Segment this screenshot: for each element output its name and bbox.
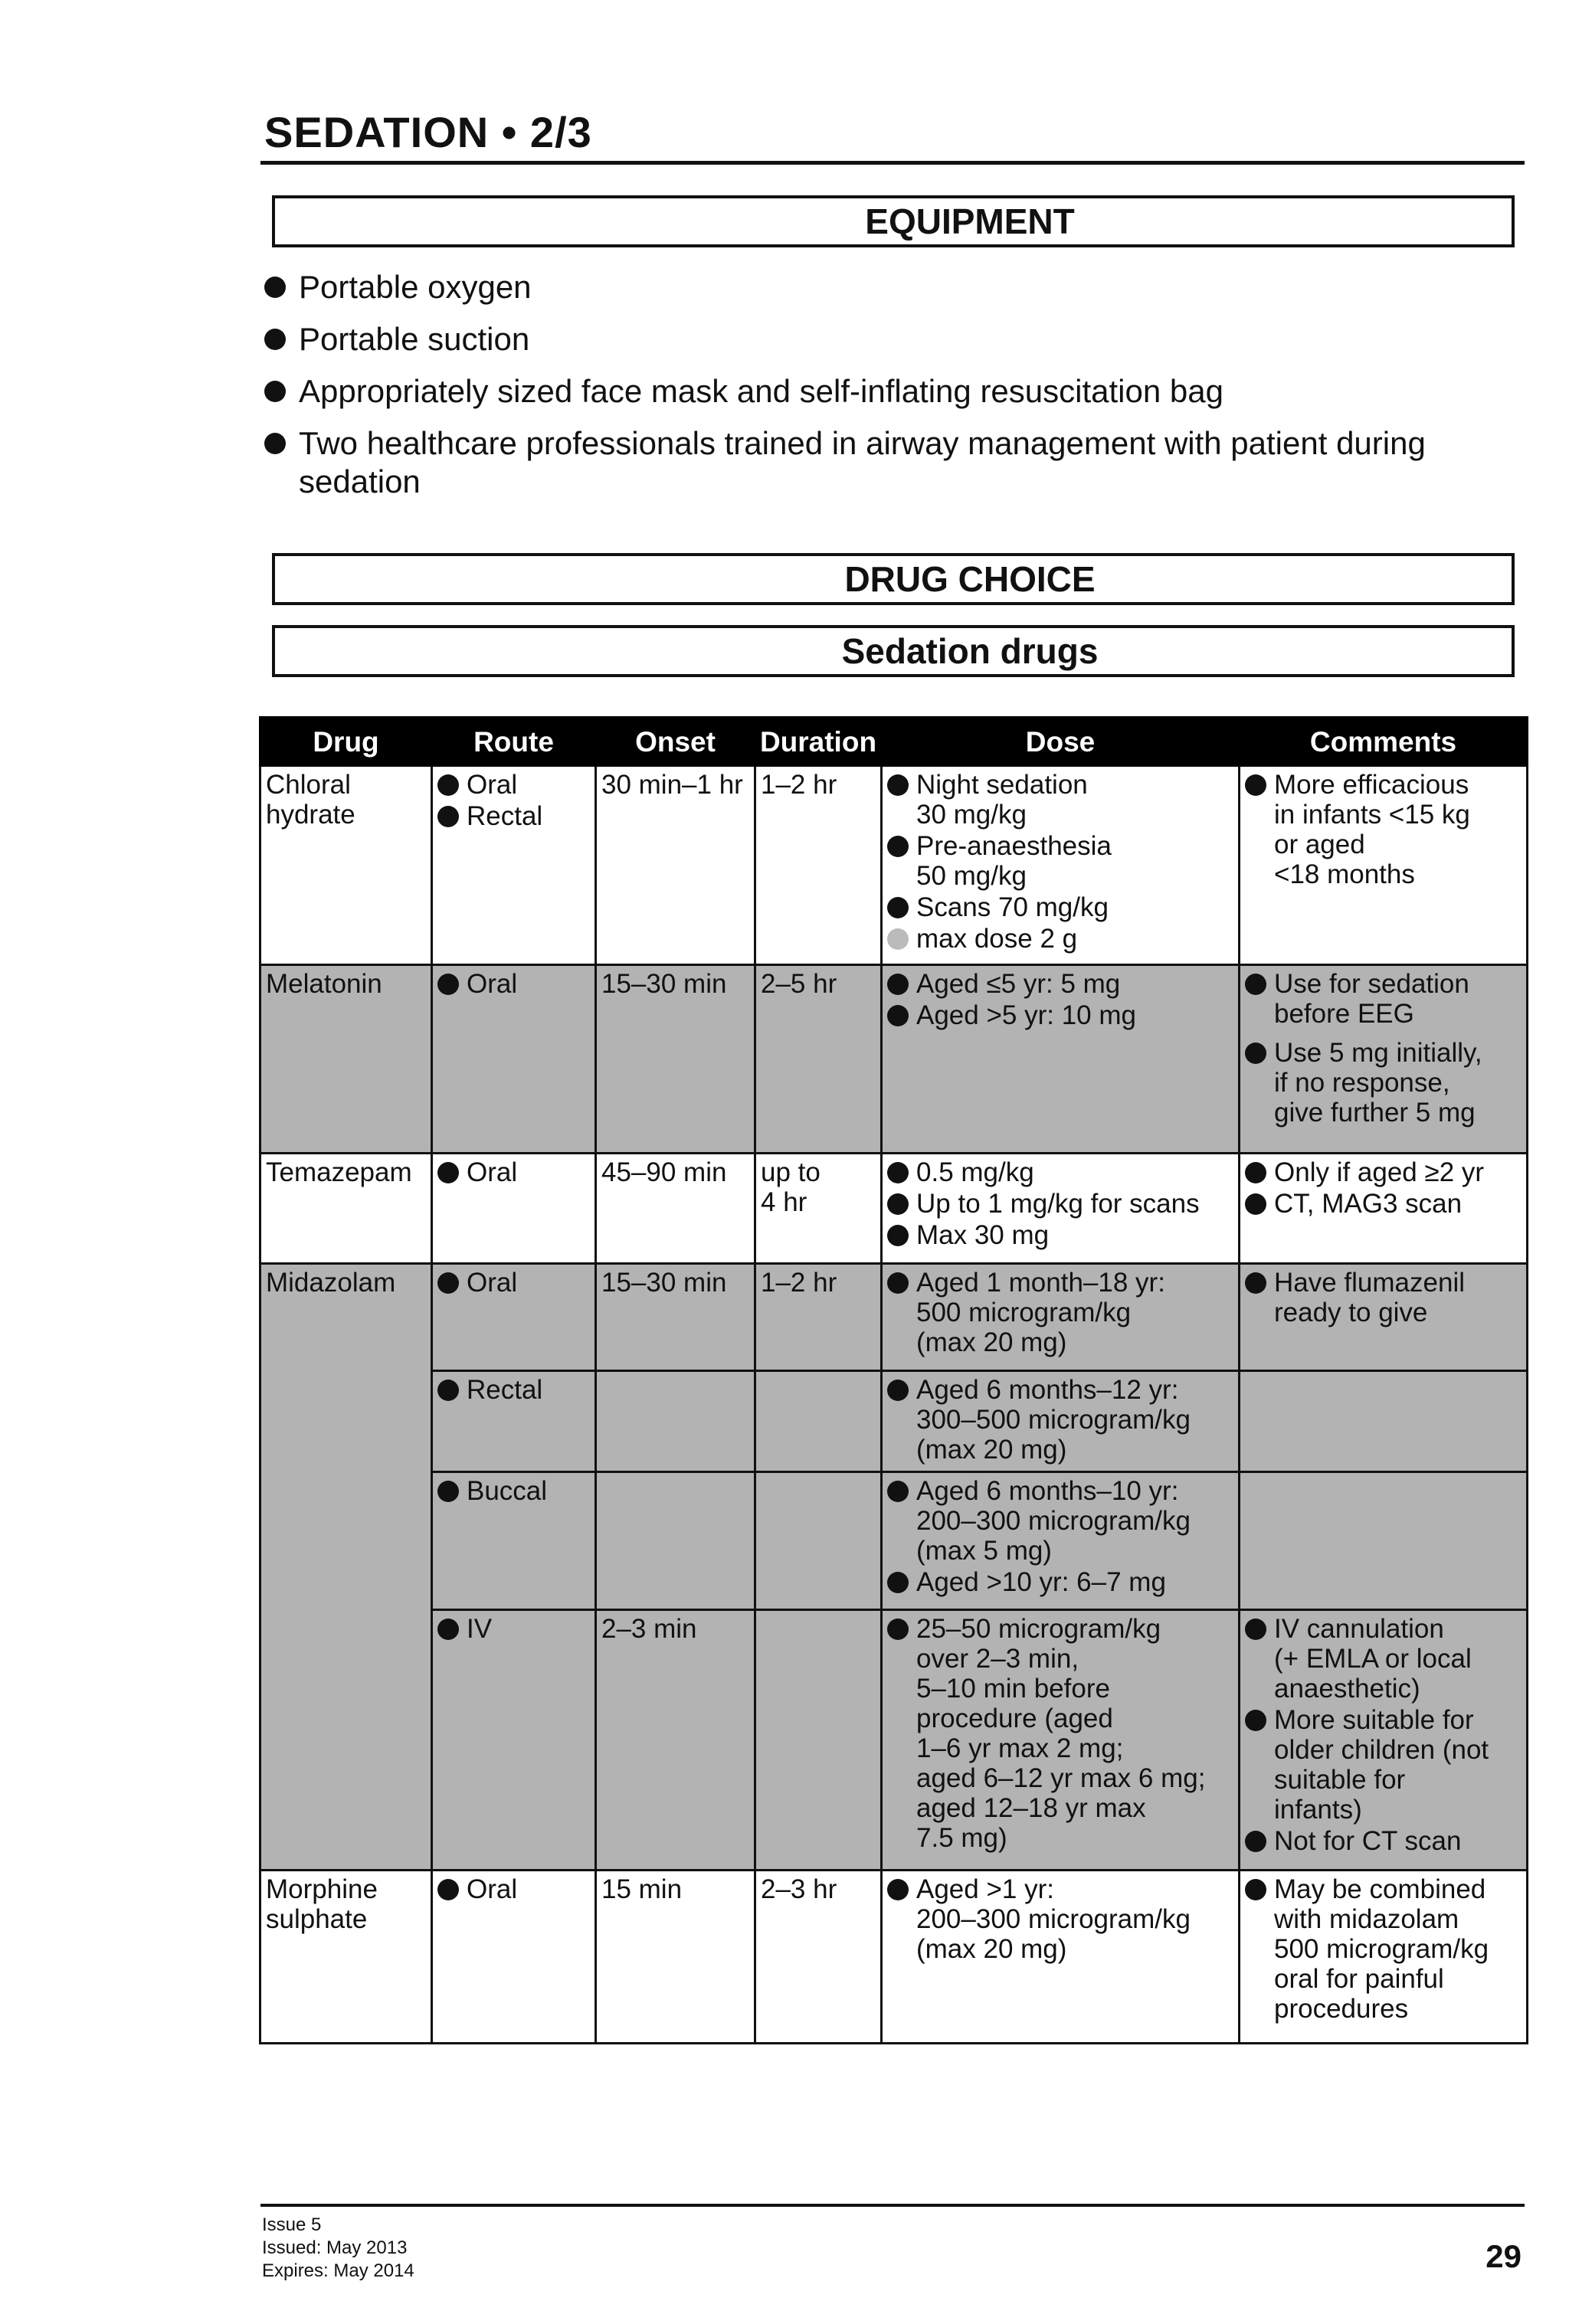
comments-cell: Have flumazenil ready to give — [1240, 1264, 1528, 1371]
page-number: 29 — [1485, 2238, 1522, 2274]
bullet-icon — [1245, 1272, 1266, 1294]
grey-bullet-icon — [887, 928, 909, 950]
onset-cell: 30 min–1 hr — [596, 766, 755, 965]
bullet-icon — [887, 1481, 909, 1502]
bullet-icon — [887, 1272, 909, 1294]
bullet-icon — [1245, 1162, 1266, 1183]
route-cell: Oral — [432, 1264, 596, 1371]
equipment-heading-box — [272, 195, 1515, 247]
onset-cell: 45–90 min — [596, 1154, 755, 1264]
route-cell: Oral — [432, 1871, 596, 2044]
sedation-drugs-table — [259, 716, 1528, 2044]
bullet-icon — [437, 1162, 459, 1183]
onset-cell: 15–30 min — [596, 965, 755, 1154]
dose-cell: Aged 1 month–18 yr: 500 microgram/kg (max 20 mg) — [882, 1264, 1240, 1371]
comments-cell: May be combined with midazolam 500 microgram/kg oral for painful procedures — [1240, 1871, 1528, 2044]
drug-choice-heading: DRUG CHOICE — [844, 559, 1096, 599]
bullet-icon — [887, 836, 909, 857]
table-header-row — [260, 718, 1528, 766]
dose-cell: Aged 6 months–12 yr: 300–500 microgram/kg (max 20 mg) — [882, 1371, 1240, 1472]
drug-cell: Chloral hydrate — [260, 766, 432, 965]
bullet-icon — [887, 1005, 909, 1026]
dose-cell: Night sedation 30 mg/kg Pre-anaesthesia 50 mg/kg Scans 70 mg/kg max dose 2 g — [882, 766, 1240, 965]
bullet-icon — [437, 974, 459, 995]
bullet-icon — [887, 1619, 909, 1640]
drug-cell: Melatonin — [260, 965, 432, 1154]
duration-cell: 1–2 hr — [755, 1264, 882, 1371]
bullet-icon — [1245, 1831, 1266, 1852]
sedation-drugs-heading: Sedation drugs — [841, 631, 1099, 671]
dose-cell: Aged ≤5 yr: 5 mg Aged >5 yr: 10 mg — [882, 965, 1240, 1154]
comments-cell: More efficacious in infants <15 kg or aged <18 months — [1240, 766, 1528, 965]
bullet-icon — [1245, 774, 1266, 796]
bullet-icon — [437, 1272, 459, 1294]
bullet-icon — [264, 277, 286, 298]
comments-cell: Use for sedation before EEG Use 5 mg initially, if no response, give further 5 mg — [1240, 965, 1528, 1154]
route-cell: Buccal — [432, 1472, 596, 1610]
header-route: Route — [432, 718, 596, 766]
equipment-item: Portable oxygen — [264, 268, 1521, 306]
onset-cell: 15 min — [596, 1871, 755, 2044]
bullet-icon — [887, 974, 909, 995]
bullet-icon — [264, 381, 286, 402]
duration-cell: up to 4 hr — [755, 1154, 882, 1264]
bullet-icon — [437, 806, 459, 827]
bullet-icon — [887, 1380, 909, 1401]
dose-cell: Aged 6 months–10 yr: 200–300 microgram/kg (max 5 mg) Aged >10 yr: 6–7 mg — [882, 1472, 1240, 1610]
drug-choice-heading-box — [272, 553, 1515, 605]
bullet-icon — [437, 1380, 459, 1401]
drug-cell: Midazolam — [260, 1264, 432, 1871]
onset-cell: 2–3 min — [596, 1610, 755, 1871]
table-row — [260, 766, 1528, 965]
table-row — [260, 1154, 1528, 1264]
bullet-icon — [1245, 974, 1266, 995]
footer-issue-info — [262, 2214, 414, 2283]
bullet-icon — [887, 897, 909, 918]
route-cell: Oral — [432, 1154, 596, 1264]
header-onset: Onset — [596, 718, 755, 766]
table-row — [260, 1871, 1528, 2044]
bullet-icon — [437, 1619, 459, 1640]
route-cell: Oral Rectal — [432, 766, 596, 965]
bullet-icon — [887, 774, 909, 796]
header-drug: Drug — [260, 718, 432, 766]
bullet-icon — [264, 433, 286, 454]
comments-cell — [1240, 1472, 1528, 1610]
issue-number: Issue 5 — [262, 2214, 322, 2235]
bullet-icon — [887, 1572, 909, 1593]
onset-cell — [596, 1472, 755, 1610]
duration-cell — [755, 1472, 882, 1610]
onset-cell — [596, 1371, 755, 1472]
dose-cell: 25–50 microgram/kg over 2–3 min, 5–10 min before procedure (aged 1–6 yr max 2 mg; aged 6–12 yr max 6 mg; aged 12–18 yr max 7.5 mg) — [882, 1610, 1240, 1871]
table-row — [260, 1371, 1528, 1472]
bullet-icon — [887, 1879, 909, 1900]
header-duration: Duration — [755, 718, 882, 766]
bullet-icon — [1245, 1193, 1266, 1215]
bullet-icon — [264, 329, 286, 350]
bullet-icon — [1245, 1043, 1266, 1064]
bullet-icon — [1245, 1619, 1266, 1640]
dose-cell: Aged >1 yr: 200–300 microgram/kg (max 20 mg) — [882, 1871, 1240, 2044]
dose-cell: 0.5 mg/kg Up to 1 mg/kg for scans Max 30 mg — [882, 1154, 1240, 1264]
drug-cell: Temazepam — [260, 1154, 432, 1264]
footer-divider — [260, 2204, 1525, 2207]
duration-cell — [755, 1610, 882, 1871]
bullet-icon — [887, 1162, 909, 1183]
route-cell: Oral — [432, 965, 596, 1154]
issued-date: Issued: May 2013 — [262, 2237, 408, 2258]
route-cell: IV — [432, 1610, 596, 1871]
duration-cell: 1–2 hr — [755, 766, 882, 965]
onset-cell: 15–30 min — [596, 1264, 755, 1371]
comments-cell: IV cannulation (+ EMLA or local anaesthetic) More suitable for older children (not suitable for infants) Not for CT scan — [1240, 1610, 1528, 1871]
bullet-icon — [887, 1225, 909, 1246]
comments-cell: Only if aged ≥2 yr CT, MAG3 scan — [1240, 1154, 1528, 1264]
equipment-item: Two healthcare professionals trained in airway management with patient during sedation — [264, 424, 1521, 501]
table-row — [260, 1264, 1528, 1371]
duration-cell — [755, 1371, 882, 1472]
bullet-icon — [437, 774, 459, 796]
bullet-icon — [437, 1481, 459, 1502]
equipment-item: Portable suction — [264, 320, 1521, 358]
page-title: SEDATION • 2/3 — [264, 108, 592, 156]
table-row — [260, 1610, 1528, 1871]
comments-cell — [1240, 1371, 1528, 1472]
equipment-item: Appropriately sized face mask and self-inflating resuscitation bag — [264, 372, 1521, 411]
header-dose: Dose — [882, 718, 1240, 766]
bullet-icon — [887, 1193, 909, 1215]
header-comments: Comments — [1240, 718, 1528, 766]
bullet-icon — [437, 1879, 459, 1900]
expires-date: Expires: May 2014 — [262, 2260, 414, 2281]
duration-cell: 2–5 hr — [755, 965, 882, 1154]
bullet-icon — [1245, 1710, 1266, 1731]
bullet-icon — [1245, 1879, 1266, 1900]
equipment-list — [264, 268, 1521, 515]
duration-cell: 2–3 hr — [755, 1871, 882, 2044]
sedation-drugs-heading-box — [272, 625, 1515, 677]
title-divider — [260, 161, 1525, 165]
table-row — [260, 965, 1528, 1154]
table-row — [260, 1472, 1528, 1610]
drug-cell: Morphine sulphate — [260, 1871, 432, 2044]
equipment-heading: EQUIPMENT — [865, 201, 1075, 241]
route-cell: Rectal — [432, 1371, 596, 1472]
